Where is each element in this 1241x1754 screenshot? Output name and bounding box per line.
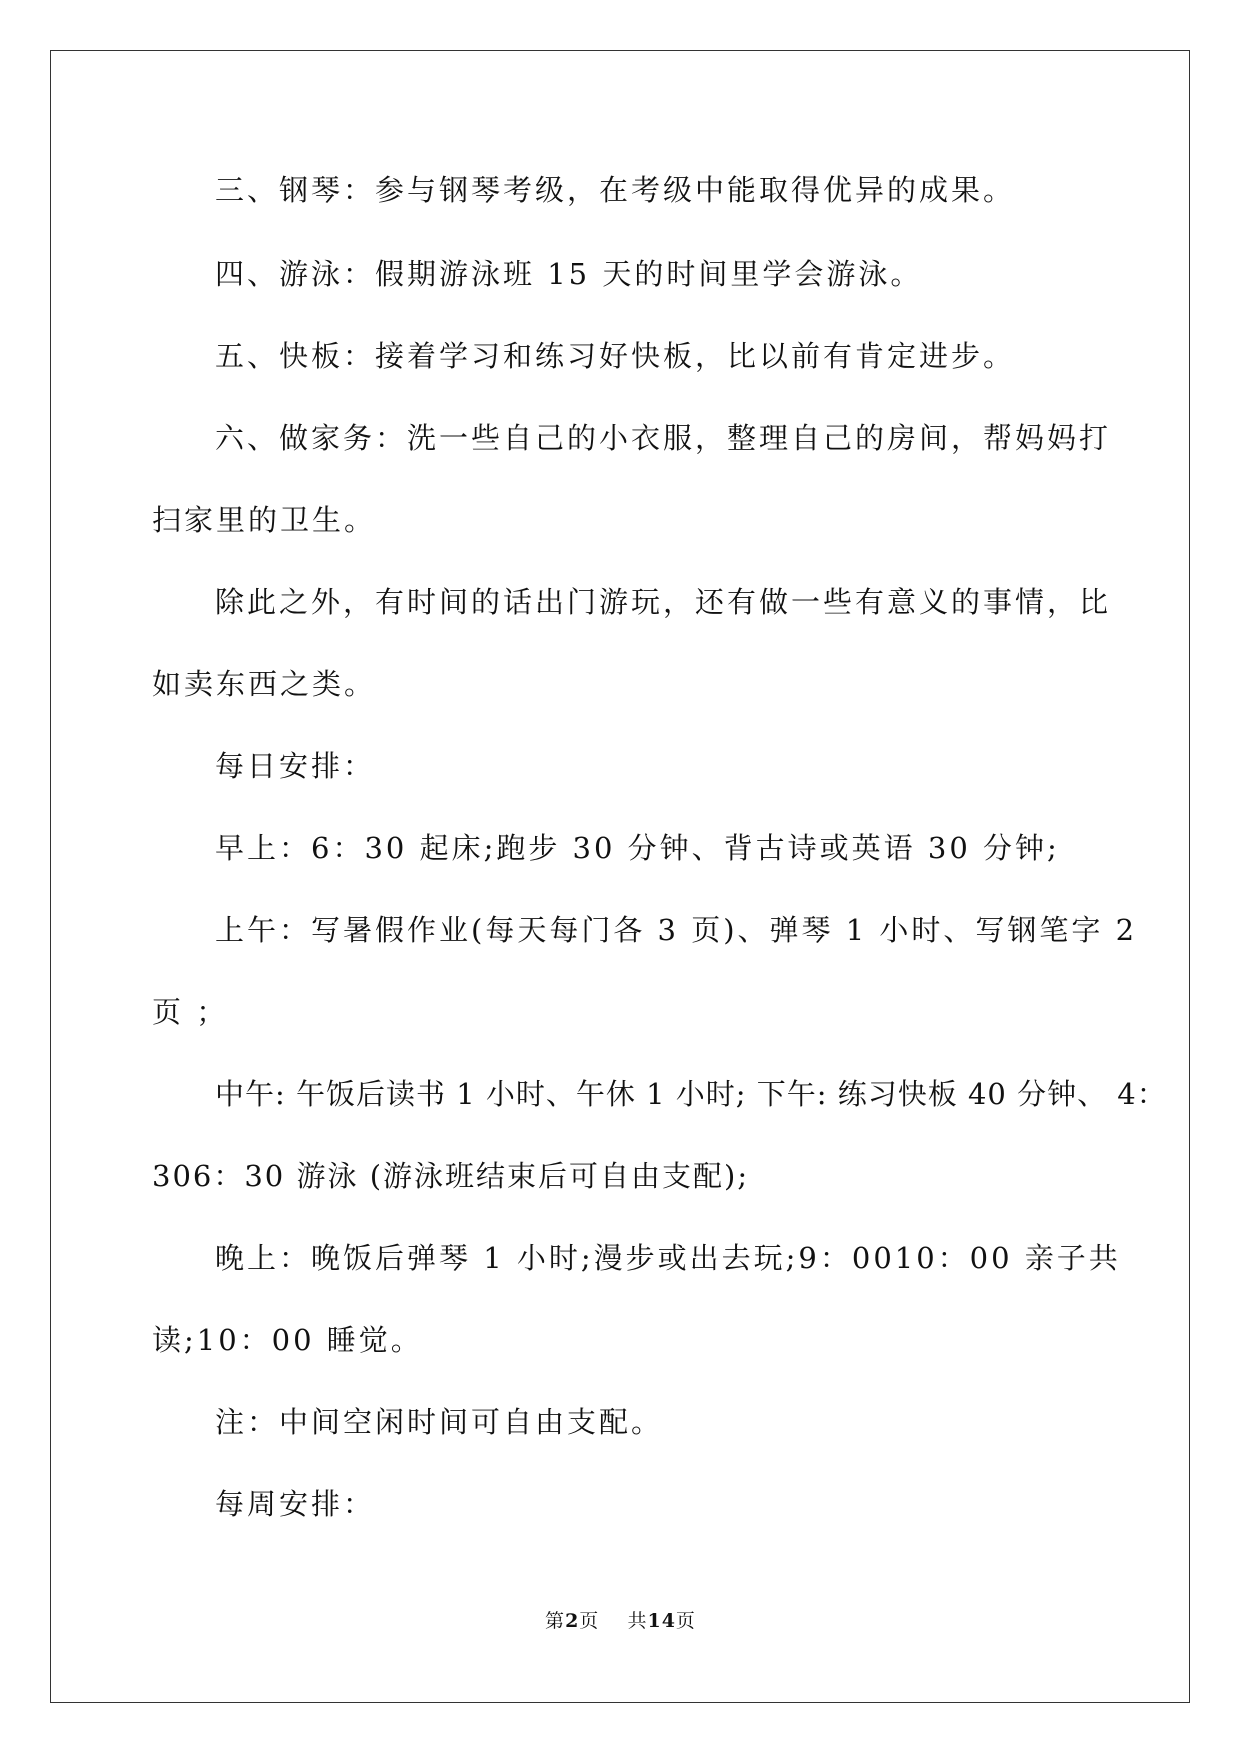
- paragraph-kuaiban: 五、快板：接着学习和练习好快板，比以前有肯定进步。: [215, 339, 1016, 373]
- footer-middle: 页 共: [579, 1610, 648, 1632]
- footer-page-number: 2: [565, 1610, 580, 1632]
- heading-daily-schedule: 每日安排：: [215, 749, 376, 783]
- paragraph-swimming: 四、游泳：假期游泳班 15 天的时间里学会游泳。: [215, 257, 923, 291]
- page-border: [50, 50, 1190, 1703]
- footer-prefix: 第: [545, 1610, 566, 1632]
- paragraph-housework: 六、做家务：洗一些自己的小衣服，整理自己的房间，帮妈妈打: [215, 421, 1112, 455]
- footer-total-pages: 14: [647, 1610, 676, 1632]
- schedule-morning: 早上：6：30 起床;跑步 30 分钟、背古诗或英语 30 分钟;: [215, 831, 1060, 865]
- schedule-forenoon: 上午：写暑假作业(每天每门各 3 页)、弹琴 1 小时、写钢笔字 2: [215, 913, 1138, 947]
- schedule-noon-afternoon: 中午: 午饭后读书 1 小时、午休 1 小时; 下午: 练习快板 40 分钟、 4：: [215, 1077, 1167, 1111]
- footer-suffix: 页: [675, 1610, 696, 1632]
- schedule-forenoon-cont: 页 ；: [152, 995, 229, 1029]
- schedule-noon-afternoon-cont: 306：30 游泳 (游泳班结束后可自由支配);: [152, 1159, 750, 1193]
- schedule-evening-cont: 读;10：00 睡觉。: [152, 1323, 423, 1357]
- page-footer: [0, 1612, 1241, 1631]
- paragraph-besides-cont: 如卖东西之类。: [152, 667, 377, 701]
- schedule-evening: 晚上：晚饭后弹琴 1 小时;漫步或出去玩;9：0010：00 亲子共: [215, 1241, 1121, 1275]
- paragraph-housework-cont: 扫家里的卫生。: [152, 503, 377, 537]
- paragraph-piano: 三、钢琴：参与钢琴考级，在考级中能取得优异的成果。: [215, 173, 1016, 207]
- note-free-time: 注：中间空闲时间可自由支配。: [215, 1405, 664, 1439]
- paragraph-besides: 除此之外，有时间的话出门游玩，还有做一些有意义的事情，比: [215, 585, 1112, 619]
- heading-weekly-schedule: 每周安排：: [215, 1487, 376, 1521]
